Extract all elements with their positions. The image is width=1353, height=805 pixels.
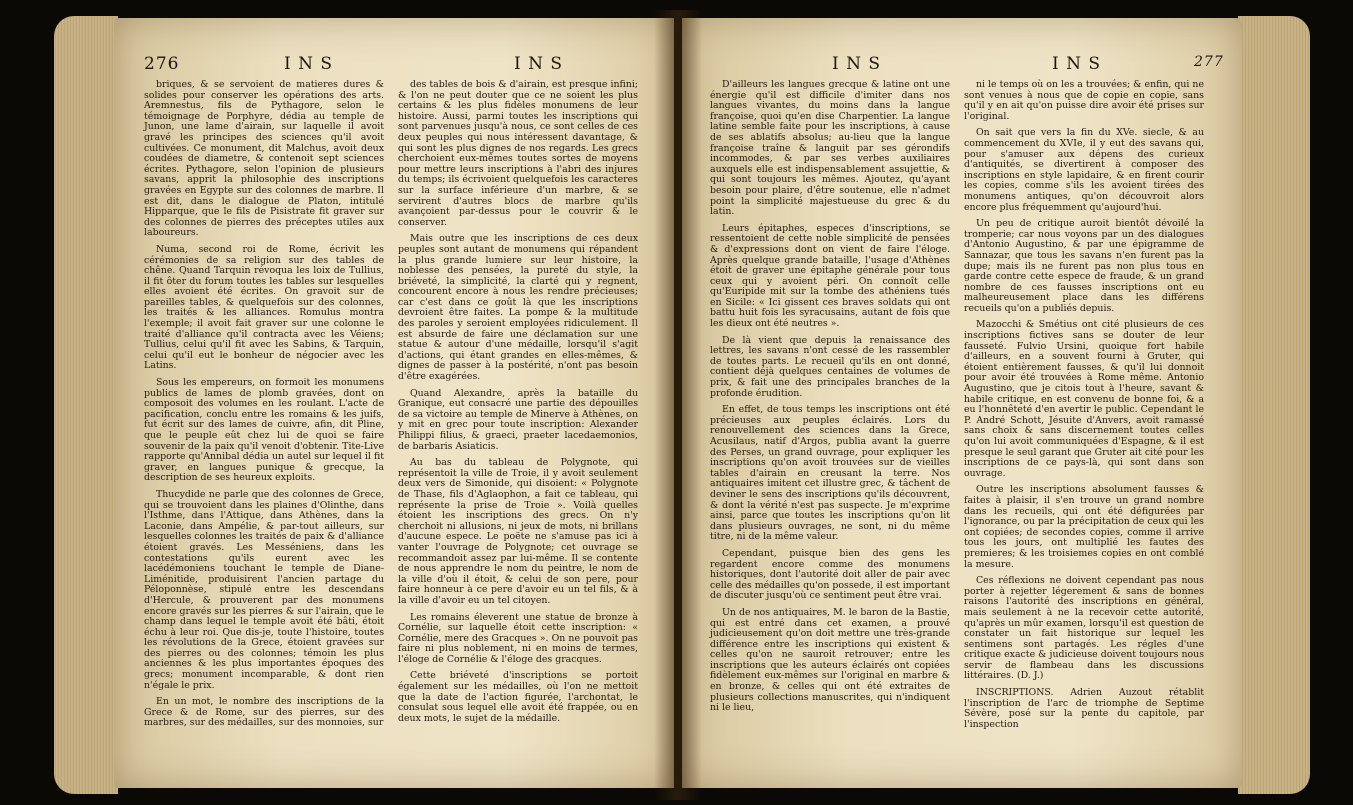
left-page-number: 276: [144, 54, 180, 74]
paragraph: D'ailleurs les langues grecque & latine ont une énergie qu'il est difficile d'imiter dans nos langues vivantes, du moins dans la langue françoise, quoi qu'en dise Charpentier. La langue latine semble faite pour les inscriptions, à cause de ses ablatifs absolus; au-lieu que la langue françoise traîne & languit par ses gérondifs incommodes, & par ses verbes auxiliaires auxquels elle est indispensablement assujettie, & qui sont toujours les mêmes. Ajoutez, qu'ayant besoin pour plaire, d'être soutenue, elle n'admet point la simplicité majestueuse du grec & du latin.: [710, 79, 950, 218]
paragraph: Les romains éleverent une statue de bronze à Cornélie, sur laquelle étoit cette inscription: « Cornélie, mere des Gracques ». On ne pouvoit pas faire ni plus noblement, ni en moins de termes, l'éloge de Cornélie & l'éloge des gracques.: [398, 611, 638, 665]
right-page-edges: [1238, 16, 1310, 794]
paragraph: Numa, second roi de Rome, écrivit les cérémonies de sa religion sur des tables de chêne. Quand Tarquin révoqua les loix de Tullius, il fit ôter du forum toutes les tables sur lesquelles elles avoient été écrites. On gravoit sur de pareilles tables, & quelquefois sur des colonnes, les traités & les alliances. Romulus montra l'exemple; il avoit fait graver sur une colonne le traité d'alliance qu'il contracta avec les Véiens; Tullius, celui qu'il fit avec les Sabins, & Tarquin, celui qu'il eut le bonheur de négocier avec les Latins.: [144, 243, 384, 372]
left-column-2: [398, 80, 638, 735]
paragraph: Ces réflexions ne doivent cependant pas nous porter à rejetter légerement & sans de bonnes raisons l'autorité des inscriptions en général, mais seulement à ne la recevoir cette autorité, qu'après un mûr examen, lorsqu'il est question de constater un fait historique sur lequel les sentimens sont partagés. Les régles d'une critique exacte & judicieuse doivent toujours nous servir de flambeau dans les discussions littéraires. (D. J.): [964, 575, 1204, 682]
left-page-edges: [54, 16, 118, 794]
book-gutter: [654, 10, 702, 800]
right-column-1: [710, 80, 950, 736]
right-page-columns: [710, 80, 1204, 736]
paragraph: des tables de bois & d'airain, est presque infini; & l'on ne peut douter que ce ne soient les plus certains & les plus fidèles monumens de leur histoire. Aussi, parmi toutes les inscriptions qui sont parvenues jusqu'à nous, ce sont celles de ces deux peuples qui nous intéressent davantage, & qui sont les plus dignes de nos regards. Les grecs cherchoient eux-mêmes toutes sortes de moyens pour mettre leurs inscriptions à l'abri des injures du temps; ils écrivoient quelquefois les caracteres sur la surface inférieure d'un marbre, & se servirent d'autres blocs de marbre qu'ils avançoient par-dessus pour le couvrir & le conserver.: [398, 79, 638, 228]
paragraph: Thucydide ne parle que des colonnes de Grece, qui se trouvoient dans les plaines d'Olinthe, dans l'Isthme, dans l'Attique, dans Athènes, dans la Laconie, dans Ampélie, & par-tout ailleurs, sur lesquelles colonnes les traités de paix & d'alliance étoient gravés. Les Messéniens, dans les contestations qu'ils eurent avec les lacédémoniens touchant le temple de Diane-Liménitide, produisirent l'ancien partage du Péloponnèse, stipulé entre les descendans d'Hercule, & prouverent par des monumens encore gravés sur les pierres & sur l'airain, que le champ dans lequel le temple avoit été bâti, étoit échu à leur roi. Que dis-je, toute l'histoire, toutes les révolutions de la Grece, étoient gravées sur des pierres ou des colonnes; témoin les plus anciennes & les plus importantes époques des grecs; monument incomparable, & dont rien n'égale le prix.: [144, 488, 384, 691]
open-book: [14, 10, 1344, 800]
paragraph: Un peu de critique auroit bientôt dévoilé la tromperie; car nous voyons par un des dialogues d'Antonio Augustino, & par une épigramme de Sannazar, que tous les savans n'en furent pas la dupe; mais ils ne furent pas non plus tous en garde contre cette espece de fraude, & un grand nombre de ces fausses inscriptions ont eu malheureusement place dans les différens recueils qu'on a publiés depuis.: [964, 218, 1204, 314]
paragraph: On sait que vers la fin du XVe. siecle, & au commencement du XVIe, il y eut des savans qui, pour s'amuser aux dépens des curieux d'antiquités, se divertirent à composer des inscriptions en style lapidaire, & en firent courir les copies, comme s'ils les avoient tirées des monumens antiques, qu'on découvroit alors encore plus fréquemment qu'aujourd'hui.: [964, 127, 1204, 213]
paragraph: Sous les empereurs, on formoit les monumens publics de lames de plomb gravées, dont on composoit des volumes en les roulant. L'acte de pacification, conclu entre les romains & les juifs, fut écrit sur des lames de cuivre, afin, dit Pline, que le peuple eût chez lui de quoi se faire souvenir de la paix qu'il venoit d'obtenir. Tite-Live rapporte qu'Annibal dédia un autel sur lequel il fit graver, en langues punique & grecque, la description de ses heureux exploits.: [144, 377, 384, 484]
paragraph: Quand Alexandre, après la bataille du Granique, eut consacré une partie des dépouilles de sa victoire au temple de Minerve à Athènes, on y mit en grec pour toute inscription: Alexander Philippi filius, & graeci, praeter lacedaemonios, de barbaris Asiaticis.: [398, 387, 638, 452]
left-column-1: [144, 80, 384, 735]
paragraph: Au bas du tableau de Polygnote, qui représentoit la ville de Troie, il y avoit seulement deux vers de Simonide, qui disoient: « Polygnote de Thase, fils d'Aglaophon, a fait ce tableau, qui représente la prise de Troie ». Voilà quelles étoient les inscriptions des grecs. On n'y cherchoit ni allusions, ni jeux de mots, ni brillans d'aucune espece. Le poëte ne s'amuse pas ici à vanter l'ouvrage de Polygnote; cet ouvrage se recommandoit assez par lui-même. Il se contente de nous apprendre le nom du peintre, le nom de la ville d'où il étoit, & celui de son pere, pour faire honneur à ce pere d'avoir eu un tel fils, & à la ville d'avoir eu un tel citoyen.: [398, 457, 638, 606]
right-running-head-1: I N S: [832, 54, 882, 74]
right-running-head-2: I N S: [1052, 54, 1102, 74]
paragraph: Cette briéveté d'inscriptions se portoit également sur les médailles, où l'on ne mettoit que la date de l'action figurée, l'archontat, le consulat sous lequel elle avoit été frappée, ou en deux mots, le sujet de la médaille.: [398, 670, 638, 724]
paragraph: Mazocchi & Smétius ont cité plusieurs de ces inscriptions fictives sans se douter de leur fausseté. Fulvio Ursini, quoique fort habile d'ailleurs, en a souvent fourni à Gruter, qui étoient entièrement fausses, & qu'il lui donnoit pour avoir été trouvées à Rome même. Antonio Augustino, que je citois tout à l'heure, savant & habile critique, en est convenu de bonne foi, & a eu l'honnêteté d'en avertir le public. Cependant le P. André Schott, Jésuite d'Anvers, avoit ramassé sans choix & sans discernement toutes celles qu'on lui avoit communiquées d'Espagne, & il est presque le seul garant que Gruter ait cité pour les inscriptions de ce pays-là, qui sont dans son ouvrage.: [964, 319, 1204, 479]
right-page-number: 277: [1194, 54, 1224, 70]
paragraph: Cependant, puisque bien des gens les regardent encore comme des monumens historiques, dont l'autorité doit aller de pair avec celle des médailles qu'on possede, il est important de discuter jusqu'où ce sentiment peut être vrai.: [710, 547, 950, 602]
paragraph: De là vient que depuis la renaissance des lettres, les savans n'ont cessé de les rassembler de toutes parts. Le recueil qu'ils en ont donné, contient déjà quelques centaines de volumes de prix, & fait une des principales branches de la profonde érudition.: [710, 334, 950, 399]
left-page-columns: [144, 80, 638, 735]
right-column-2: [964, 80, 1204, 736]
right-page: [682, 18, 1242, 788]
paragraph: INSCRIPTIONS. Adrien Auzout rétablit l'inscription de l'arc de triomphe de Septime Sévère, posé sur la pente du capitole, par l'inspection: [964, 687, 1204, 730]
paragraph: briques, & se servoient de matieres dures & solides pour conserver les opérations des arts. Aremnestus, fils de Pythagore, selon le témoignage de Porphyre, dédia au temple de Junon, une lame d'airain, sur laquelle il avoit gravé les principes des sciences qu'il avoit cultivées. Ce monument, dit Malchus, avoit deux coudées de diametre, & contenoit sept sciences écrites. Pythagore, selon l'opinion de plusieurs savans, apprit la philosophie des inscriptions gravées en Egypte sur des colonnes de marbre. Il est dit, dans le dialogue de Platon, intitulé Hipparque, que le fils de Pisistrate fit graver sur des colonnes de pierres des préceptes utiles aux laboureurs.: [144, 79, 384, 239]
paragraph: ni le temps où on les a trouvées; & enfin, qui ne sont venues à nous que de copie en copie, sans qu'il y en ait qu'on puisse dire avoir été prises sur l'original.: [964, 79, 1204, 122]
left-running-head-2: I N S: [514, 54, 564, 74]
paragraph: Mais outre que les inscriptions de ces deux peuples sont autant de monumens qui répandent la plus grande lumiere sur leur histoire, la noblesse des pensées, la pureté du style, la briéveté, la simplicité, la clarté qui y regnent, concourent encore à nous les rendre précieuses; car c'est dans ce goût là que les inscriptions devroient être faites. La pompe & la multitude des paroles y seroient employées ridiculement. Il est absurde de faire une déclamation sur une statue & autour d'une médaille, lorsqu'il s'agit d'actions, qui étant grandes en elles-mêmes, & dignes de passer à la postérité, n'ont pas besoin d'être exagérées.: [398, 233, 638, 383]
paragraph: En effet, de tous temps les inscriptions ont été précieuses aux peuples éclairés. Lors du renouvellement des sciences dans la Grece, Acusilaus, natif d'Argos, publia avant la guerre des Perses, un grand ouvrage, pour expliquer les inscriptions qu'on avoit trouvées sur de vieilles tables d'airain en creusant la terre. Nos antiquaires imitent cet illustre grec, & tâchent de deviner le sens des inscriptions qu'ils découvrent, & dont la vérité n'est pas suspecte. Je m'exprime ainsi, parce que toutes les inscriptions qu'on lit dans plusieurs ouvrages, ne sont, ni du même titre, ni de la même valeur.: [710, 404, 950, 543]
left-page: [114, 18, 674, 788]
paragraph: Un de nos antiquaires, M. le baron de la Bastie, qui est entré dans cet examen, a prouvé judicieusement qu'on doit mettre une très-grande différence entre les inscriptions qui existent & celles qu'on ne sauroit retrouver; entre les inscriptions que les auteurs éclairés ont copiées fidèlement eux-mêmes sur l'original en marbre & en bronze, & celles qui ont été extraites de plusieurs collections manuscrites, qui n'indiquent ni le lieu,: [710, 606, 950, 714]
paragraph: Leurs épitaphes, especes d'inscriptions, se ressentoient de cette noble simplicité de pensées & d'expressions dont on vient de faire l'éloge. Après quelque grande bataille, l'usage d'Athènes étoit de graver une épitaphe générale pour tous ceux qui y avoient péri. On connoît celle qu'Euripide mit sur la tombe des athéniens tués en Sicile: « Ici gissent ces braves soldats qui ont battu huit fois les syracusains, autant de fois que les dieux ont été neutres ».: [710, 222, 950, 330]
left-running-head-1: I N S: [284, 54, 334, 74]
paragraph: En un mot, le nombre des inscriptions de la Grece & de Rome, sur des pierres, sur des marbres, sur des médailles, sur des monnoies, sur: [144, 696, 384, 729]
paragraph: Outre les inscriptions absolument fausses & faites à plaisir, il s'en trouve un grand nombre dans les recueils, qui ont été défigurées par l'ignorance, ou par la précipitation de ceux qui les ont copiées; de secondes copies, comme il arrive tous les jours, ont multiplié les fautes des premieres; & les troisiemes copies en ont comblé la mesure.: [964, 484, 1204, 570]
